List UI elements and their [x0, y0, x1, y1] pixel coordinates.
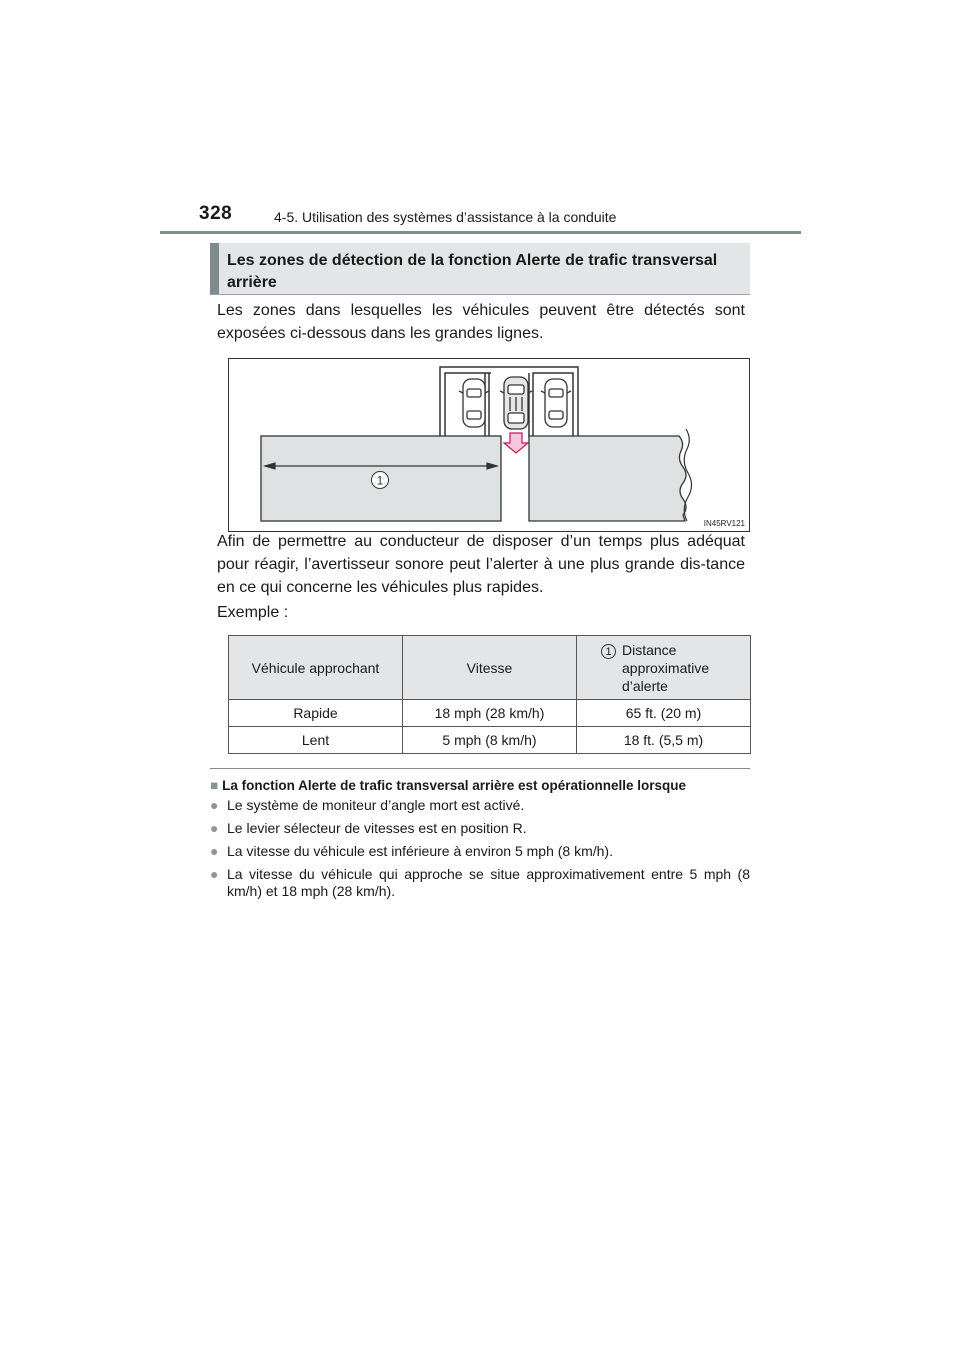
- explanation-paragraph: Afin de permettre au conducteur de disposer d’un temps plus adéquat pour réagir, l’avertisseur sonore peut l’alerter à une plus grande dis-tance en ce qui concerne les véhicules plus rapides.: [217, 533, 745, 596]
- list-item-text: Le système de moniteur d’angle mort est activé.: [227, 797, 525, 813]
- callout-1-icon: [372, 472, 389, 489]
- list-item-text: La vitesse du véhicule est inférieure à environ 5 mph (8 km/h).: [227, 843, 613, 859]
- header-alert-distance: [577, 636, 751, 700]
- conditions-title: [210, 778, 686, 793]
- header-rule: [160, 231, 801, 234]
- table-cell: Lent: [229, 727, 403, 754]
- callout-1-icon: 1: [601, 644, 616, 659]
- table-cell: 18 ft. (5,5 m): [577, 727, 751, 754]
- list-item: [210, 797, 750, 814]
- parked-car-left-icon: [459, 379, 489, 427]
- square-bullet-icon: ■: [210, 778, 219, 793]
- table-cell: Rapide: [229, 700, 403, 727]
- example-label: Exemple :: [217, 604, 289, 621]
- table-row: [229, 727, 751, 754]
- table-cell: 65 ft. (20 m): [577, 700, 751, 727]
- page-number: 328: [199, 203, 233, 224]
- table-cell: 18 mph (28 km/h): [403, 700, 577, 727]
- table-bottom-rule: [210, 768, 750, 769]
- conditions-title-text: La fonction Alerte de trafic transversal arrière est opérationnelle lorsque: [222, 778, 687, 793]
- table-row: [229, 700, 751, 727]
- alert-distance-table: [228, 635, 751, 754]
- list-item: [210, 866, 750, 900]
- table-header-row: [229, 636, 751, 700]
- intro-paragraph: Les zones dans lesquelles les véhicules peuvent être détectés sont exposées ci-dessous dans les grandes lignes.: [217, 302, 745, 342]
- list-item-text: Le levier sélecteur de vitesses est en position R.: [227, 820, 527, 836]
- detection-zone-figure: [228, 358, 750, 532]
- round-bullet-icon: ●: [210, 820, 219, 836]
- callout-1-label: 1: [376, 473, 384, 488]
- section-accent-bar: [210, 243, 219, 294]
- section-heading-box: [210, 243, 750, 295]
- header-alert-distance-label: Distance approximative d’alerte: [622, 641, 710, 694]
- running-head: 4-5. Utilisation des systèmes d’assistance à la conduite: [274, 209, 617, 225]
- header-speed: Vitesse: [403, 636, 577, 700]
- subject-car-icon: [500, 377, 532, 429]
- round-bullet-icon: ●: [210, 866, 219, 882]
- list-item-text: La vitesse du véhicule qui approche se situe approximativement entre 5 mph (8 km/h) et 18 mph (28 km/h).: [227, 866, 750, 899]
- header-approaching-vehicle: Véhicule approchant: [229, 636, 403, 700]
- right-detection-zone: [529, 436, 686, 521]
- parked-car-right-icon: [541, 379, 571, 427]
- round-bullet-icon: ●: [210, 797, 219, 813]
- reverse-arrow-icon: [504, 433, 528, 453]
- list-item: [210, 820, 750, 837]
- round-bullet-icon: ●: [210, 843, 219, 859]
- conditions-list: [210, 797, 750, 906]
- detection-zone-diagram: [229, 359, 749, 531]
- section-title: Les zones de détection de la fonction Alerte de trafic transversal arrière: [227, 252, 718, 291]
- list-item: [210, 843, 750, 860]
- table-cell: 5 mph (8 km/h): [403, 727, 577, 754]
- figure-code: IN45RV121: [703, 519, 745, 528]
